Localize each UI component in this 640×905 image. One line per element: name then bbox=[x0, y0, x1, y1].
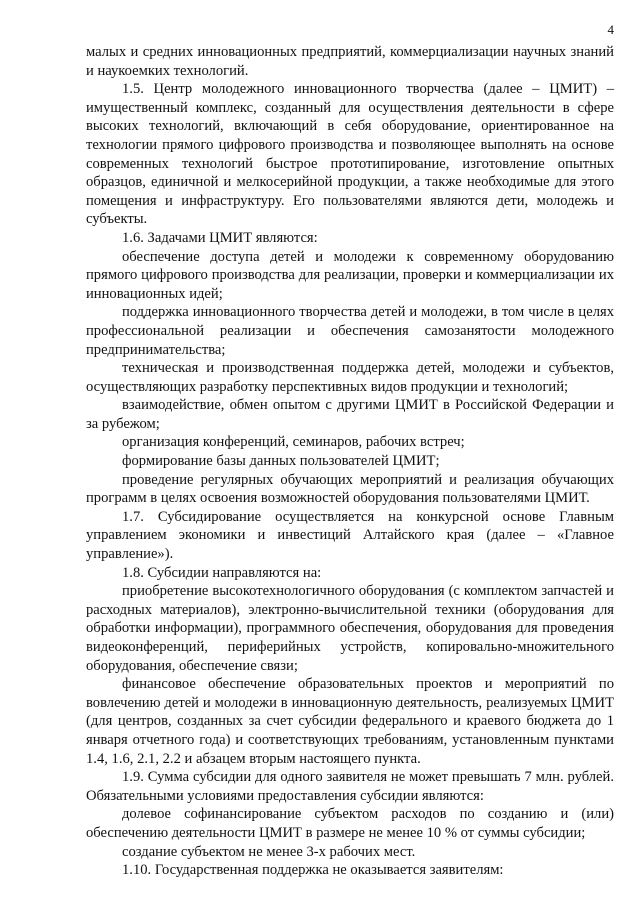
paragraph-1-8: 1.8. Субсидии направляются на: bbox=[122, 564, 322, 581]
document-body bbox=[86, 43, 614, 880]
list-item: взаимодействие, обмен опытом с другими ЦМИТ в Российской Федерации и за рубежом; bbox=[86, 397, 614, 432]
paragraph-1-5: 1.5. Центр молодежного инновационного творчества (далее – ЦМИТ) – имущественный комплекс, созданный для осуществления деятельности в сфере высоких технологий, включающий в себя оборудование, ориентированное на технологии прямого цифрового производства и позволяющее выполнять на основе современных технологий быстрое прототипирование, изготовление опытных образцов, единичной и мелкосерийной продукции, а также необходимые для этого помещения и инфраструктуру. Его пользователями являются дети, молодежь и субъекты. bbox=[86, 81, 614, 228]
list-item: долевое софинансирование субъектом расходов по созданию и (или) обеспечению деятельности ЦМИТ в размере не менее 10 % от суммы субсидии; bbox=[86, 806, 614, 841]
list-item: приобретение высокотехнологичного оборудования (с комплектом запчастей и расходных материалов), электронно-вычислительной техники (оборудования для обработки информации), программного обеспечения, оборудования для проведения видеоконференций, периферийных устройств, копировально-множительного оборудования, обеспечение связи; bbox=[86, 583, 614, 674]
paragraph-1-10: 1.10. Государственная поддержка не оказывается заявителям: bbox=[122, 862, 504, 879]
list-item: проведение регулярных обучающих мероприятий и реализация обучающих программ в целях освоения возможностей оборудования пользователями ЦМИТ. bbox=[86, 471, 614, 507]
paragraph-continuation: малых и средних инновационных предприятий, коммерциализации научных знаний и наукоемких технологий. bbox=[86, 44, 614, 79]
list-item: формирование базы данных пользователей ЦМИТ; bbox=[122, 453, 440, 470]
list-item: техническая и производственная поддержка детей, молодежи и субъектов, осуществляющих разработку перспективных видов продукции и технологий; bbox=[86, 360, 614, 395]
list-item: поддержка инновационного творчества детей и молодежи, в том числе в целях профессиональной реализации и обеспечения самозанятости молодежного предпринимательства; bbox=[86, 304, 614, 358]
paragraph-1-9: 1.9. Сумма субсидии для одного заявителя не может превышать 7 млн. рублей. Обязательными условиями предоставления субсидии являются: bbox=[86, 769, 614, 804]
list-item: обеспечение доступа детей и молодежи к современному оборудованию прямого цифрового производства для реализации, проверки и коммерциализации их инновационных идей; bbox=[86, 248, 614, 302]
page-number: 4 bbox=[607, 22, 614, 37]
paragraph-1-6: 1.6. Задачами ЦМИТ являются: bbox=[122, 229, 318, 246]
paragraph-1-7: 1.7. Субсидирование осуществляется на конкурсной основе Главным управлением экономики и инвестиций Алтайского края (далее – «Главное управление»). bbox=[86, 508, 614, 563]
list-item: финансовое обеспечение образовательных проектов и мероприятий по вовлечению детей и молодежи в инновационную деятельность, реализуемых ЦМИТ (для центров, созданных за счет субсидии федерального и краевого бюджета до 1 января отчетного года) и соответствующих требованиям, установленным пунктами 1.4, 1.6, 2.1, 2.2 и абзацем вторым настоящего пункта. bbox=[86, 676, 614, 767]
list-item: создание субъектом не менее 3-х рабочих мест. bbox=[122, 843, 416, 860]
list-item: организация конференций, семинаров, рабочих встреч; bbox=[122, 434, 465, 451]
